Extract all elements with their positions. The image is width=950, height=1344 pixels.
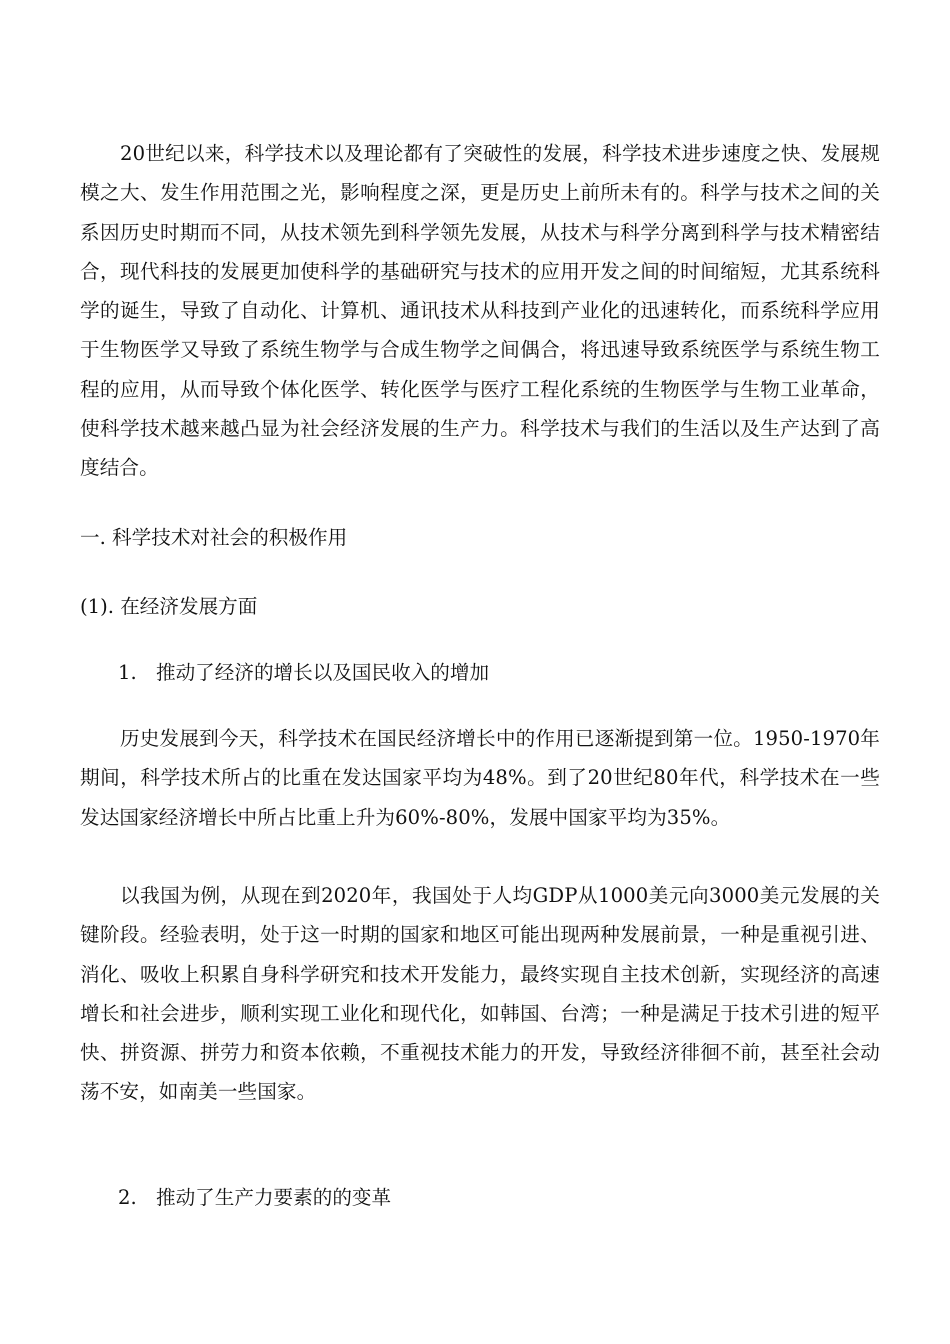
- list-item-2-number: 2.: [118, 1186, 137, 1209]
- item1-paragraph-2: 以我国为例，从现在到2020年，我国处于人均GDP从1000美元向3000美元发展的关键阶段。经验表明，处于这一时期的国家和地区可能出现两种发展前景，一种是重视引进、消化、吸收上积累自身科学研究和技术开发能力，最终实现自主技术创新，实现经济的高速增长和社会进步，顺利实现工业化和现代化，如韩国、台湾；一种是满足于技术引进的短平快、拼资源、拼劳力和资本依赖，不重视技术能力的开发，导致经济徘徊不前，甚至社会动荡不安，如南美一些国家。: [80, 884, 880, 1104]
- list-item-1-number: 1.: [118, 661, 137, 684]
- list-item-1-title: 推动了经济的增长以及国民收入的增加: [156, 661, 490, 684]
- intro-paragraph: 20世纪以来，科学技术以及理论都有了突破性的发展，科学技术进步速度之快、发展规模之大、发生作用范围之光，影响程度之深，更是历史上前所未有的。科学与技术之间的关系因历史时期而不同，从技术领先到科学领先发展，从技术与科学分离到科学与技术精密结合，现代科技的发展更加使科学的基础研究与技术的应用开发之间的时间缩短，尤其系统科学的诞生，导致了自动化、计算机、通讯技术从科技到产业化的迅速转化，而系统科学应用于生物医学又导致了系统生物学与合成生物学之间偶合，将迅速导致系统医学与系统生物工程的应用，从而导致个体化医学、转化医学与医疗工程化系统的生物医学与生物工业革命，使科学技术越来越凸显为社会经济发展的生产力。科学技术与我们的生活以及生产达到了高度结合。: [80, 142, 880, 480]
- list-item-1: [118, 658, 489, 688]
- list-item-2-title: 推动了生产力要素的的变革: [156, 1186, 392, 1209]
- subsection-heading: (1). 在经济发展方面: [80, 595, 258, 618]
- list-item-2: [118, 1183, 391, 1213]
- item1-paragraph-1: 历史发展到今天，科学技术在国民经济增长中的作用已逐渐提到第一位。1950-1970年期间，科学技术所占的比重在发达国家平均为48%。到了20世纪80年代，科学技术在一些发达国家经济增长中所占比重上升为60%-80%，发展中国家平均为35%。: [80, 727, 880, 829]
- section-heading: 一. 科学技术对社会的积极作用: [80, 526, 348, 549]
